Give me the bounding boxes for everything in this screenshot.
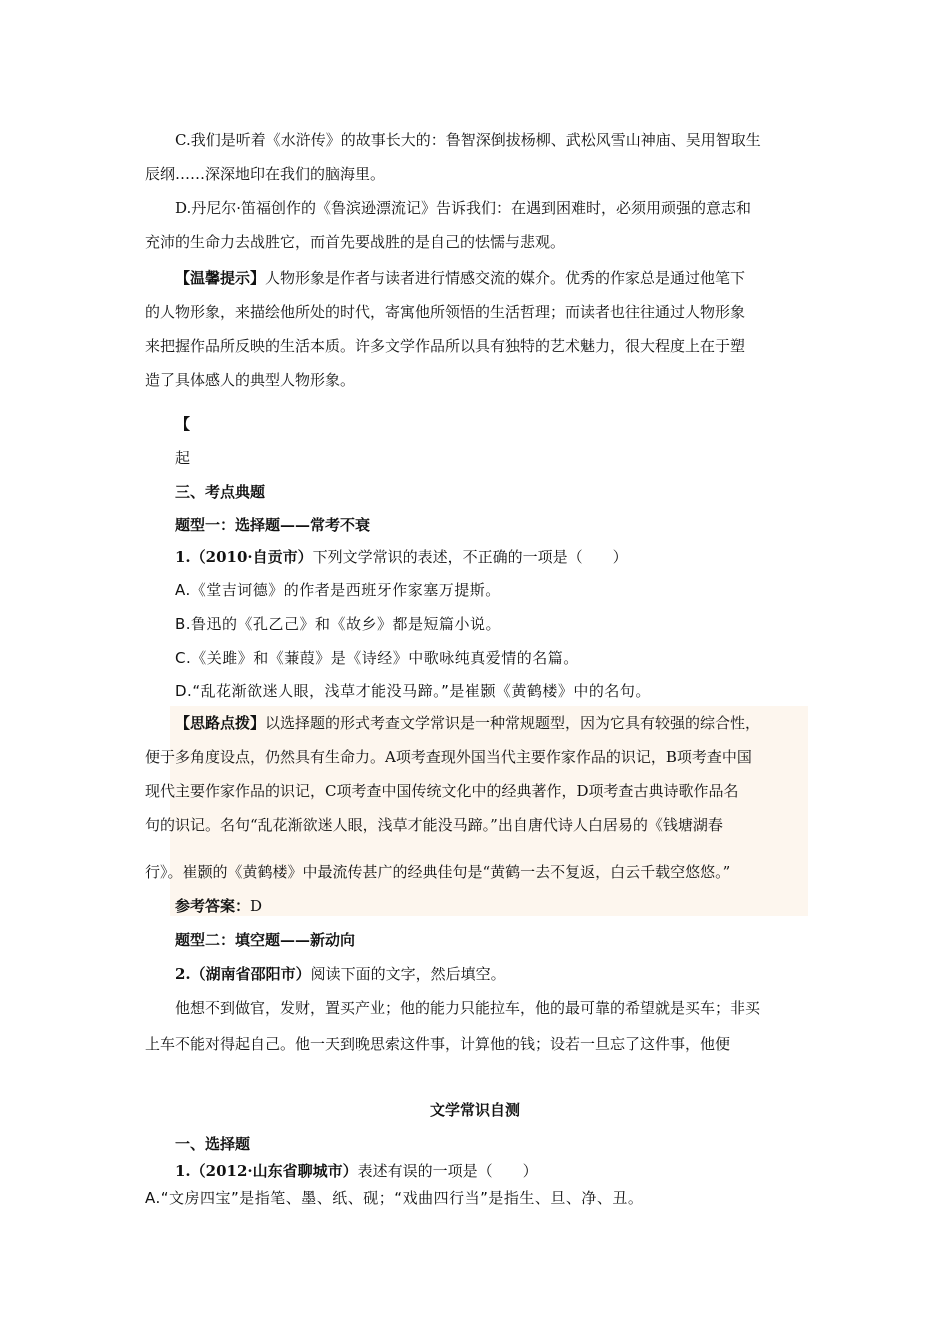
q2-passage-line1: 他想不到做官，发财，置买产业；他的能力只能拉车，他的最可靠的希望就是买车；非买 bbox=[175, 999, 761, 1017]
lone-bracket: 【 bbox=[175, 415, 191, 433]
option-d-line2: 充沛的生命力去战胜它，而首先要战胜的是自己的怯懦与悲观。 bbox=[145, 233, 566, 251]
analysis-line3: 现代主要作家作品的识记，C项考查中国传统文化中的经典著作，D项考查古典诗歌作品名 bbox=[145, 782, 739, 800]
analysis-line4: 句的识记。名句“乱花渐欲迷人眼，浅草才能没马蹄。”出自唐代诗人白居易的《钱塘湖春 bbox=[145, 816, 723, 834]
option-d-line1: D.丹尼尔·笛福创作的《鲁滨逊漂流记》告诉我们：在遇到困难时，必须用顽强的意志和 bbox=[175, 199, 752, 217]
analysis-box bbox=[170, 706, 808, 916]
analysis-line2: 便于多角度设点，仍然具有生命力。A项考查现外国当代主要作家作品的识记，B项考查中国 bbox=[145, 748, 752, 766]
tip-paragraph-line4: 造了具体感人的典型人物形象。 bbox=[145, 371, 356, 389]
answer-line bbox=[175, 896, 815, 916]
q1-stem bbox=[175, 547, 815, 567]
selftest-q1-stem bbox=[175, 1161, 815, 1181]
q2-stem bbox=[175, 964, 815, 984]
analysis-label: 【思路点拨】 bbox=[175, 714, 266, 732]
tip-text-1: 人物形象是作者与读者进行情感交流的媒介。优秀的作家总是通过他笔下 bbox=[265, 269, 746, 287]
analysis-line1 bbox=[175, 713, 815, 733]
analysis-text-1: 以选择题的形式考查文学常识是一种常规题型，因为它具有较强的综合性， bbox=[265, 714, 761, 732]
selftest-q1-option-a: A.“文房四宝”是指笔、墨、纸、砚；“戏曲四行当”是指生、旦、净、丑。 bbox=[145, 1189, 644, 1207]
selftest-title: 文学常识自测 bbox=[429, 1101, 520, 1119]
q1-option-c: C.《关雎》和《蒹葭》是《诗经》中歌咏纯真爱情的名篇。 bbox=[175, 649, 579, 667]
option-c-line2: 辰纲……深深地印在我们的脑海里。 bbox=[145, 165, 386, 183]
q1-option-d: D.“乱花渐欲迷人眼，浅草才能没马蹄。”是崔颢《黄鹤楼》中的名句。 bbox=[175, 682, 651, 700]
answer-label: 参考答案： bbox=[175, 897, 251, 915]
q2-passage-line2: 上车不能对得起自己。他一天到晚思索这件事，计算他的钱；设若一旦忘了这件事，他便 bbox=[145, 1035, 731, 1053]
q2-source: 2.（湖南省邵阳市） bbox=[175, 965, 311, 983]
option-c-line1: C.我们是听着《水浒传》的故事长大的：鲁智深倒拔杨柳、武松风雪山神庙、吴用智取生 bbox=[175, 131, 761, 149]
type1-heading: 题型一：选择题——常考不衰 bbox=[175, 516, 371, 534]
tip-paragraph-line3: 来把握作品所反映的生活本质。许多文学作品所以具有独特的艺术魅力，很大程度上在于塑 bbox=[145, 337, 746, 355]
q1-source: 1.（2010·自贡市） bbox=[175, 548, 313, 566]
q1-option-b: B.鲁迅的《孔乙己》和《故乡》都是短篇小说。 bbox=[175, 615, 502, 633]
selftest-section-heading: 一、选择题 bbox=[175, 1135, 251, 1153]
selftest-q1-text: 表述有误的一项是（ ） bbox=[357, 1162, 538, 1180]
tip-paragraph-line2: 的人物形象，来描绘他所处的时代，寄寓他所领悟的生活哲理；而读者也往往通过人物形象 bbox=[145, 303, 746, 321]
q1-text: 下列文学常识的表述，不正确的一项是（ ） bbox=[312, 548, 628, 566]
tip-label: 【温馨提示】 bbox=[175, 269, 266, 287]
selftest-q1-source: 1.（2012·山东省聊城市） bbox=[175, 1162, 358, 1180]
lone-char-qi: 起 bbox=[175, 449, 191, 467]
analysis-line5: 行》。崔颢的《黄鹤楼》中最流传甚广的经典佳句是“黄鹤一去不复返，白云千载空悠悠。” bbox=[145, 863, 731, 881]
q1-option-a: A.《堂吉诃德》的作者是西班牙作家塞万提斯。 bbox=[175, 581, 501, 599]
section3-heading: 三、考点典题 bbox=[175, 483, 266, 501]
answer-value: D bbox=[250, 897, 263, 915]
type2-heading: 题型二：填空题——新动向 bbox=[175, 931, 356, 949]
tip-paragraph-line1 bbox=[175, 268, 815, 288]
q2-text: 阅读下面的文字，然后填空。 bbox=[310, 965, 506, 983]
